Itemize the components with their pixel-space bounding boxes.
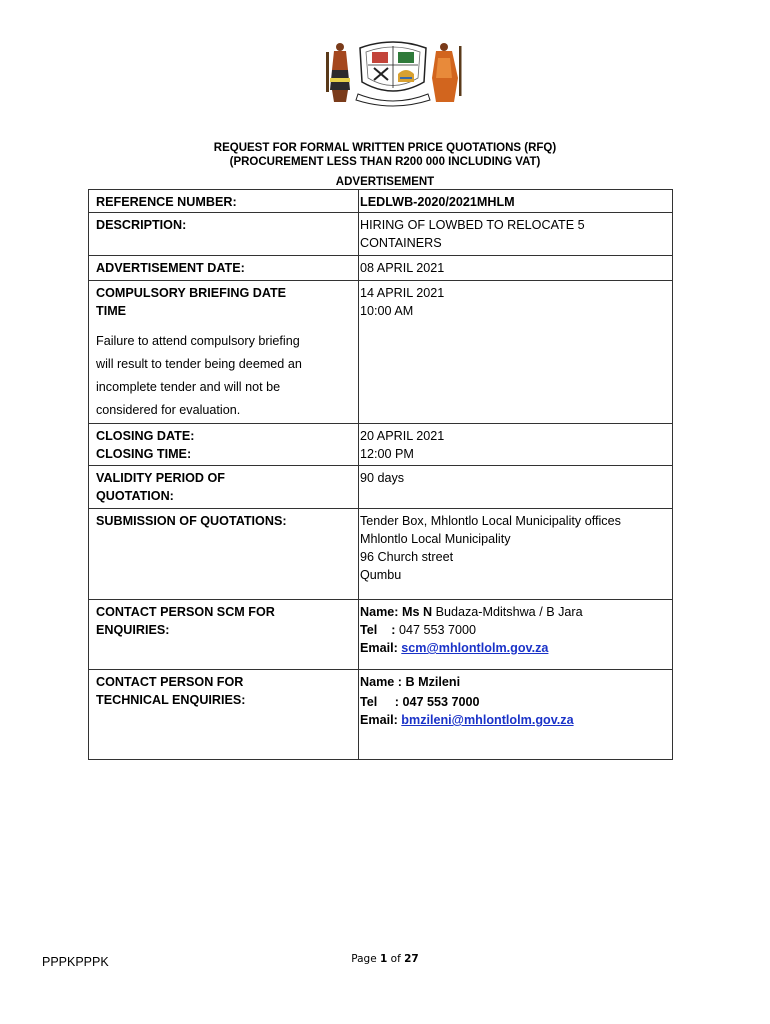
validity-value: 90 days xyxy=(359,466,673,509)
briefing-value: 14 APRIL 2021 10:00 AM xyxy=(359,281,673,424)
reference-label: REFERENCE NUMBER: xyxy=(89,190,359,213)
left-supporter-figure xyxy=(326,43,350,102)
technical-contact-label: CONTACT PERSON FOR TECHNICAL ENQUIRIES: xyxy=(89,670,359,760)
briefing-label: COMPULSORY BRIEFING DATE TIME Failure to attend compulsory briefing will result to tender being deemed an incomplete tender and will not be considered for evaluation. xyxy=(89,281,359,424)
table-row-technical-contact xyxy=(89,670,673,760)
advertisement-date-value: 08 APRIL 2021 xyxy=(359,256,673,281)
validity-label: VALIDITY PERIOD OF QUOTATION: xyxy=(89,466,359,509)
table-row-validity xyxy=(89,466,673,509)
page-number: Page 1 of 27 xyxy=(351,953,419,965)
closing-label: CLOSING DATE: CLOSING TIME: xyxy=(89,424,359,466)
table-row-reference xyxy=(89,190,673,213)
scm-email-link[interactable]: scm@mhlontlolm.gov.za xyxy=(401,641,549,655)
table-row-scm-contact xyxy=(89,600,673,670)
document-title: REQUEST FOR FORMAL WRITTEN PRICE QUOTATIONS (RFQ) xyxy=(213,142,557,154)
submission-label: SUBMISSION OF QUOTATIONS: xyxy=(89,509,359,600)
description-value: HIRING OF LOWBED TO RELOCATE 5 CONTAINERS xyxy=(359,213,673,256)
table-row-description xyxy=(89,213,673,256)
briefing-warning-note: Failure to attend compulsory briefing will result to tender being deemed an incomplete tender and will not be considered for evaluation. xyxy=(96,334,302,417)
closing-value: 20 APRIL 2021 12:00 PM xyxy=(359,424,673,466)
reference-value: LEDLWB-2020/2021MHLM xyxy=(359,190,673,213)
technical-email-link[interactable]: bmzileni@mhlontlolm.gov.za xyxy=(401,713,574,727)
shield-emblem xyxy=(360,42,426,91)
technical-contact-value: Name : B Mzileni Tel : 047 553 7000 Email: bmzileni@mhlontlolm.gov.za xyxy=(359,670,673,760)
motto-scroll xyxy=(356,94,430,106)
table-row-closing xyxy=(89,424,673,466)
table-row-advertisement-date xyxy=(89,256,673,281)
rfq-details-table xyxy=(88,189,673,760)
table-row-submission xyxy=(89,509,673,600)
scm-contact-label: CONTACT PERSON SCM FOR ENQUIRIES: xyxy=(89,600,359,670)
submission-value: Tender Box, Mhlontlo Local Municipality offices Mhlontlo Local Municipality 96 Church street Qumbu xyxy=(359,509,673,600)
footer-code: PPPKPPPK xyxy=(42,955,109,969)
description-label: DESCRIPTION: xyxy=(89,213,359,256)
municipal-crest-logo xyxy=(318,38,468,110)
right-supporter-figure xyxy=(432,43,462,102)
advertisement-heading: ADVERTISEMENT xyxy=(335,176,435,188)
advertisement-date-label: ADVERTISEMENT DATE: xyxy=(89,256,359,281)
table-row-briefing xyxy=(89,281,673,424)
scm-contact-value: Name: Ms N Budaza-Mditshwa / B Jara Tel : 047 553 7000 Email: scm@mhlontlolm.gov.za xyxy=(359,600,673,670)
document-subtitle: (PROCUREMENT LESS THAN R200 000 INCLUDING VAT) xyxy=(229,156,541,168)
